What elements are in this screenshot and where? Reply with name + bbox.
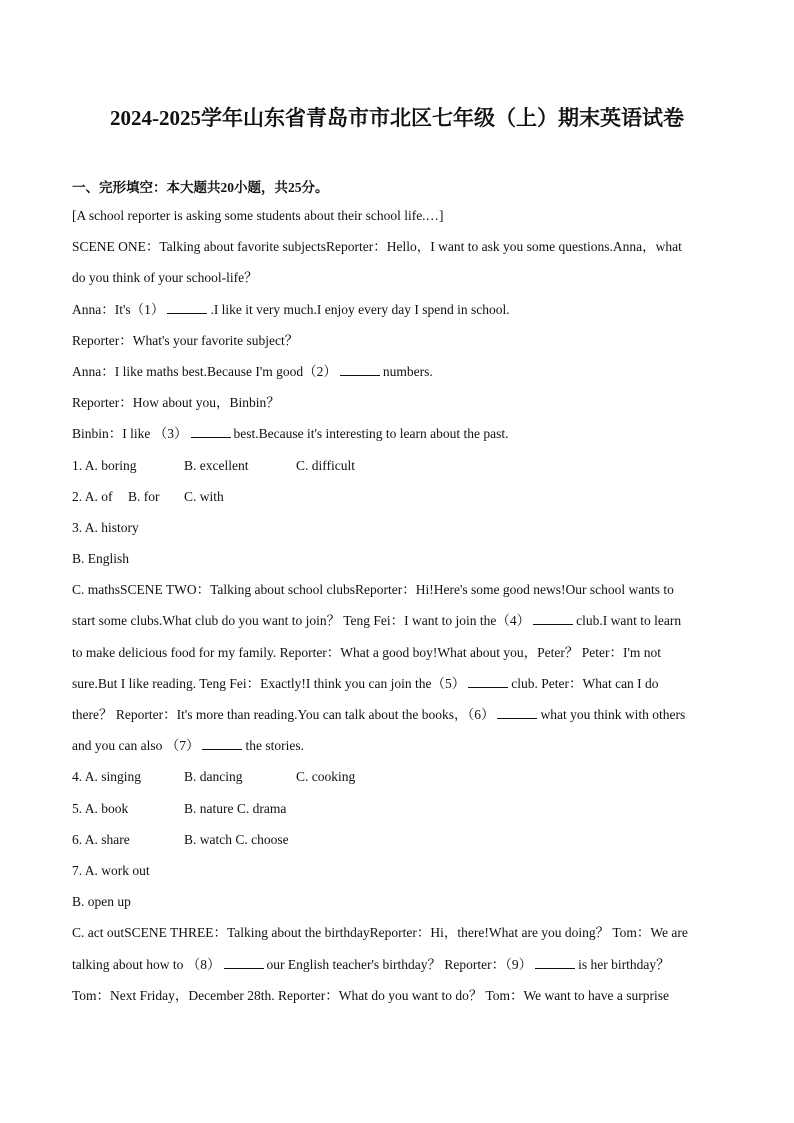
text-line <box>72 955 732 986</box>
answer-blank-7 <box>202 736 242 750</box>
answer-blank-1 <box>167 300 207 314</box>
text-span: start some clubs.What club do you want to join？ Teng Fei：I want to join the（4） <box>72 613 531 629</box>
option-a: 1. A. boring <box>72 457 137 473</box>
question-5 <box>72 799 732 830</box>
option-a: 5. A. book <box>72 800 129 816</box>
text-span: .I like it very much.I enjoy every day I spend in school. <box>210 301 510 317</box>
option-c: C. difficult <box>296 457 355 473</box>
option-a: 4. A. singing <box>72 769 142 785</box>
question-6 <box>72 830 732 861</box>
question-7-option-b: B. open up <box>72 894 131 910</box>
question-3-option-a: 3. A. history <box>72 519 139 535</box>
text-span: is her birthday？ <box>578 956 670 972</box>
option-a: 6. A. share <box>72 831 130 847</box>
text-span: Anna：I like maths best.Because I'm good（2） <box>72 363 337 379</box>
text-span: there？ Reporter：It's more than reading.You can talk about the books，（6） <box>72 707 495 722</box>
text-line <box>72 674 732 705</box>
answer-blank-5 <box>468 674 508 688</box>
option-b-c: B. watch C. choose <box>184 831 289 847</box>
text-span: club. Peter：What can I do <box>511 675 659 691</box>
text-line <box>72 736 732 767</box>
answer-blank-9 <box>535 955 575 969</box>
option-b: B. for <box>128 488 160 504</box>
option-b-c: B. nature C. drama <box>184 800 287 816</box>
answer-blank-2 <box>340 362 380 376</box>
page-title: 2024-2025学年山东省青岛市市北区七年级（上）期末英语试卷 <box>110 106 684 130</box>
text-line: C. mathsSCENE TWO：Talking about school clubsReporter：Hi!Here's some good news!Our school wants to <box>72 582 674 598</box>
section-heading: 一、完形填空：本大题共20小题，共25分。 <box>72 180 329 195</box>
answer-blank-8 <box>224 955 264 969</box>
text-span: talking about how to （8） <box>72 956 221 972</box>
question-7-option-a: 7. A. work out <box>72 862 150 878</box>
option-c: C. with <box>184 488 224 504</box>
text-line <box>72 424 732 455</box>
text-span: best.Because it's interesting to learn about the past. <box>233 426 509 442</box>
text-line <box>72 300 732 331</box>
text-span: and you can also （7） <box>72 738 200 754</box>
option-a: 2. A. of <box>72 488 113 504</box>
text-span: what you think with others <box>540 707 686 722</box>
answer-blank-4 <box>533 611 573 625</box>
text-line: do you think of your school-life？ <box>72 270 258 286</box>
text-line: Reporter：What's your favorite subject？ <box>72 332 299 348</box>
answer-blank-3 <box>191 424 231 438</box>
text-span: sure.But I like reading. Teng Fei：Exactly!I think you can join the（5） <box>72 675 466 691</box>
text-line: [A school reporter is asking some students about their school life.…] <box>72 208 444 223</box>
text-line: Reporter：How about you，Binbin？ <box>72 395 280 411</box>
option-b: B. excellent <box>184 457 249 473</box>
question-2 <box>72 487 732 518</box>
text-line: Tom：Next Friday，December 28th. Reporter：What do you want to do？ Tom：We want to have a surprise <box>72 987 670 1003</box>
option-c: C. cooking <box>296 769 356 785</box>
text-span: our English teacher's birthday？ Reporter：（9） <box>266 956 533 972</box>
text-line: SCENE ONE：Talking about favorite subjectsReporter：Hello，I want to ask you some questions.Anna，what <box>72 239 682 255</box>
text-line <box>72 611 732 642</box>
text-span: Binbin：I like （3） <box>72 426 188 442</box>
option-b: B. dancing <box>184 769 243 785</box>
question-3-option-b: B. English <box>72 551 130 567</box>
text-span: numbers. <box>382 363 433 379</box>
answer-blank-6 <box>497 705 537 719</box>
question-1 <box>72 456 732 487</box>
passage <box>72 206 732 1017</box>
text-span: club.I want to learn <box>576 613 682 629</box>
text-line <box>72 705 732 736</box>
text-span: Anna：It's（1） <box>72 301 165 317</box>
text-line: to make delicious food for my family. Reporter：What a good boy!What about you，Peter？ Peter：I'm not <box>72 644 662 660</box>
question-4 <box>72 767 732 798</box>
text-span: the stories. <box>245 738 304 754</box>
text-line: C. act outSCENE THREE：Talking about the birthdayReporter：Hi，there!What are you doing？ Tom：We are <box>72 925 688 941</box>
text-line <box>72 362 732 393</box>
